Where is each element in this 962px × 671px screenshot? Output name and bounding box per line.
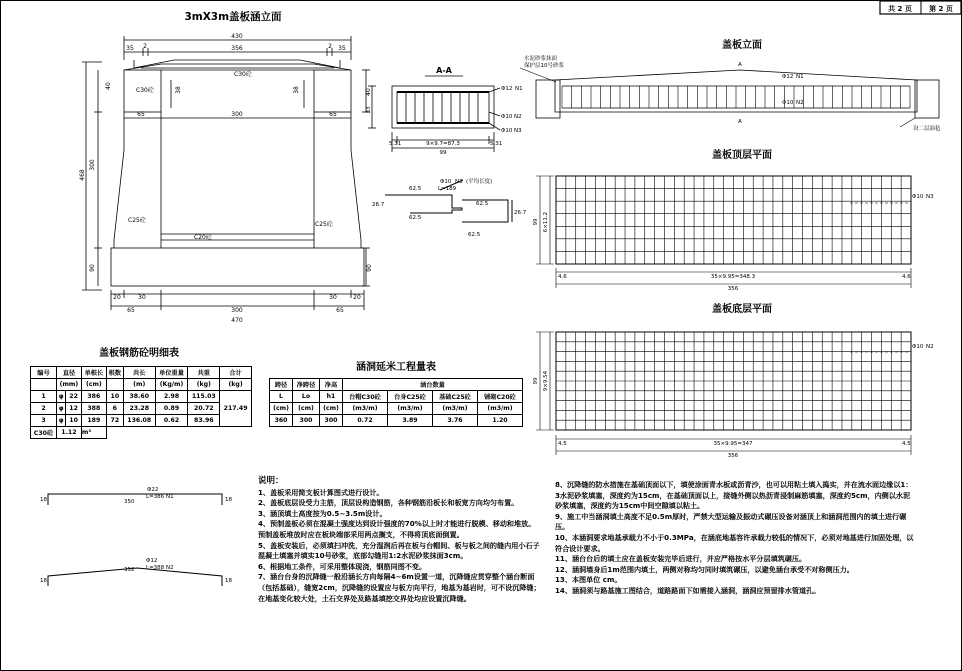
svg-text:L=386: L=386 (146, 494, 165, 500)
svg-text:保护层10号砂浆: 保护层10号砂浆 (524, 63, 564, 69)
note-item: 5、盖板安装后，必须填扫冲洗，充分湿润后再在板与台帽间、板与板之间的缝内用小石子混凝土填塞并填实10号砂浆，底部勾缝用1:2水泥砂浆抹面3cm。 (258, 540, 540, 561)
note-item: 11、涵台台后的填土应在盖板安装完毕后进行，并应严格按水平分层填筑碾压。 (555, 554, 807, 564)
svg-text:65: 65 (127, 307, 135, 314)
page-current: 第 2 页 (929, 5, 953, 13)
svg-text:9×9.7=87.3: 9×9.7=87.3 (426, 141, 460, 147)
svg-text:4.5: 4.5 (902, 441, 911, 447)
svg-text:99: 99 (439, 150, 447, 156)
svg-text:水泥砂浆抹面: 水泥砂浆抹面 (524, 56, 558, 62)
svg-text:N3: N3 (455, 179, 463, 185)
svg-text:N2: N2 (796, 100, 804, 106)
bottom-plan-grid (556, 332, 911, 430)
table-row: 2 φ 12 388 6 23.28 0.89 20.72 (31, 403, 252, 415)
svg-text:Φ12: Φ12 (782, 74, 794, 80)
svg-text:N1: N1 (515, 86, 523, 92)
svg-text:350: 350 (124, 499, 135, 505)
notes-left (258, 476, 542, 604)
svg-text:N3: N3 (926, 194, 934, 200)
svg-text:Φ22: Φ22 (147, 487, 159, 493)
note-item: 3、涵顶填土高度按为0.5~3.5m设计。 (258, 508, 387, 518)
svg-text:62.5: 62.5 (409, 186, 422, 192)
svg-text:40: 40 (365, 88, 372, 96)
svg-text:300: 300 (89, 159, 96, 171)
note-item: 8、沉降缝的防水措施在基础顶面以下，填使涂面青水板或沥青沙，也可以用粘土填入捣实，并在流水面边缘以1：3水泥砂浆填塞，深度约为15cm，在基础顶面以上，接缝外侧以热沥青浸制麻筋填塞，深度约5cm，内侧以水泥砂浆填塞，深度约为15cm中间空隙填以粘土。 (555, 480, 913, 511)
elevation-title: 3mX3m盖板涵立面 (184, 11, 282, 23)
svg-text:62.5: 62.5 (476, 201, 489, 207)
svg-text:N3: N3 (514, 128, 522, 134)
svg-text:30: 30 (329, 294, 337, 301)
svg-text:N1: N1 (166, 494, 174, 500)
svg-text:62.5: 62.5 (468, 232, 481, 238)
svg-text:(平均长度): (平均长度) (466, 179, 493, 185)
bar-n2-texts (40, 558, 232, 584)
svg-text:Φ10: Φ10 (912, 194, 924, 200)
svg-text:18: 18 (40, 497, 47, 503)
note-item: 1、盖板采用简支板计算图式进行设计。 (258, 487, 384, 497)
svg-text:5.31: 5.31 (389, 141, 402, 147)
svg-text:C20砼: C20砼 (194, 234, 212, 241)
svg-text:40: 40 (105, 82, 112, 90)
note-item: 6、根据地工条件，可采用整体现浇，钢筋同图不变。 (258, 561, 427, 571)
svg-text:设二层油毡: 设二层油毡 (913, 126, 941, 132)
svg-text:N2: N2 (514, 114, 522, 120)
svg-text:9×9.54: 9×9.54 (543, 370, 549, 392)
bar-n1-texts (40, 487, 232, 505)
table-row: C30砼 1.12 m³ (31, 427, 252, 439)
svg-text:18: 18 (225, 578, 232, 584)
svg-text:90: 90 (89, 264, 96, 272)
table-row: 1 φ 22 386 10 38.60 2.98 115.03 217.49 (31, 391, 252, 403)
svg-text:Φ10: Φ10 (501, 114, 513, 120)
svg-text:99: 99 (533, 218, 539, 226)
svg-text:C25砼: C25砼 (128, 217, 146, 224)
svg-text:65: 65 (336, 307, 344, 314)
svg-text:99: 99 (533, 377, 539, 385)
svg-text:356: 356 (727, 453, 739, 459)
svg-text:90: 90 (366, 264, 373, 272)
note-item: 4、预制盖板必须在混凝土强度达到设计强度的70%以上时才能进行脱模、移动和堆放。预制盖板堆放时应在板块端部采用两点搁支，不得将顶底面倒置。 (258, 519, 536, 539)
svg-text:62.5: 62.5 (409, 215, 422, 221)
note-item: 7、涵台台身的沉降缝一般沿涵长方向每隔4~6m设置一道，沉降缝应贯穿整个涵台断面（包括基础），缝宽2cm，沉降缝的设置应与板方向平行，地基为基岩时，可不设沉降缝；在地基变化较大处，土石交界处及路基填挖交界处均应设置沉降缝。 (258, 572, 541, 603)
top-plan-grid (556, 176, 911, 264)
bar-n2 (48, 568, 222, 586)
table-row: 360 300 300 0.72 3.89 3.76 1.20 (270, 415, 523, 427)
svg-text:38: 38 (293, 86, 300, 94)
svg-text:356: 356 (231, 45, 243, 52)
svg-text:20: 20 (353, 294, 361, 301)
svg-text:A: A (738, 119, 742, 125)
svg-text:N1: N1 (796, 74, 804, 80)
note-item: 14、涵洞须与路基施工图结合，道路路面下如需接入涵洞，涵洞应预留排水管道孔。 (555, 585, 821, 595)
notes-right (555, 480, 915, 597)
svg-text:30: 30 (138, 294, 146, 301)
svg-text:65: 65 (137, 111, 145, 118)
svg-text:Φ10: Φ10 (782, 100, 794, 106)
svg-text:Φ12: Φ12 (501, 86, 513, 92)
svg-text:18: 18 (225, 497, 232, 503)
svg-text:26.7: 26.7 (514, 210, 527, 216)
quantity-table: 跨径 净跨径 净高 涵台数量 L Lo h1 台帽C30砼 台身C25砼 基础C25砼 铺砌C20砼 (cm) (cm) (cm) (m3/m) (m3/m) (m3/m) (m3/m) 360 300 300 0.72 3.89 3.76 1.20 (269, 378, 523, 427)
svg-text:N2: N2 (926, 344, 934, 350)
svg-text:300: 300 (231, 307, 243, 314)
svg-text:38: 38 (175, 86, 182, 94)
bent-bar-texts (372, 177, 527, 238)
svg-text:L=189: L=189 (438, 186, 457, 192)
plate-elevation (536, 70, 939, 118)
section-title: A-A (436, 66, 452, 75)
svg-text:6×11.2: 6×11.2 (543, 211, 549, 233)
svg-text:A: A (738, 62, 742, 68)
svg-text:468: 468 (79, 169, 86, 181)
note-item: 13、本图单位 cm。 (555, 575, 622, 585)
bottom-plan-title: 盖板底层平面 (712, 304, 772, 315)
section-texts (366, 66, 523, 156)
bar-n1 (48, 494, 222, 505)
svg-text:Φ10: Φ10 (912, 344, 924, 350)
svg-text:Φ10: Φ10 (440, 179, 452, 185)
table-row: 3 φ 10 189 72 136.08 0.62 83.96 (31, 415, 252, 427)
svg-text:20: 20 (113, 294, 121, 301)
svg-text:5.31: 5.31 (490, 141, 503, 147)
svg-text:352: 352 (124, 567, 135, 573)
top-plan-title: 盖板顶层平面 (712, 150, 772, 161)
svg-text:C25砼: C25砼 (315, 221, 333, 228)
rebar-table-title: 盖板钢筋砼明细表 (99, 348, 179, 359)
quantity-table-title: 涵洞延米工程量表 (356, 362, 436, 373)
svg-text:300: 300 (231, 111, 243, 118)
svg-text:4.5: 4.5 (558, 441, 567, 447)
svg-text:N2: N2 (166, 565, 174, 571)
note-item: 2、盖板底层设受力主筋，顶层设构造钢筋，各种钢筋沿板长和板宽方向均匀布置。 (258, 498, 519, 508)
svg-text:4.6: 4.6 (558, 274, 567, 280)
th-no: 编号 (31, 367, 57, 379)
plate-elev-ticks (562, 86, 910, 108)
svg-text:C30砼: C30砼 (136, 87, 154, 94)
svg-text:L=388: L=388 (146, 565, 165, 571)
svg-text:35×9.95=348.3: 35×9.95=348.3 (710, 274, 756, 280)
rebar-table: 编号 直径 单根长 根数 共长 单位重量 共重 合计 (mm) (cm) (m) (Kg/m) (kg) (kg) 1 φ 22 386 10 38.60 2.98 115.03 217.49 2 φ 12 388 6 23.28 0.89 20.72 3 φ 10 189 72 136.08 0.62 83.96 C30砼 1.12 m³ (30, 366, 252, 439)
svg-text:C30砼: C30砼 (234, 71, 252, 78)
note-item: 12、涵洞墙身后1m范围内填土，两侧对称均匀同时填筑碾压，以避免涵台承受不对称侧压力。 (555, 564, 854, 574)
svg-text:18: 18 (40, 578, 47, 584)
svg-text:4.6: 4.6 (902, 274, 911, 280)
svg-text:33: 33 (366, 106, 372, 114)
culvert-elevation (82, 36, 370, 310)
plate-elevation-title: 盖板立面 (722, 40, 762, 51)
svg-text:35×9.95=347: 35×9.95=347 (713, 441, 753, 447)
svg-text:26.7: 26.7 (372, 202, 385, 208)
svg-text:35: 35 (126, 45, 134, 52)
notes-title: 说明： (258, 476, 284, 486)
svg-text:470: 470 (231, 317, 243, 324)
note-item: 9、施工中当涵洞填土高度不足0.5m厚时，严禁大型运输及振动式碾压设备对涵顶上和涵洞范围内的填土进行碾压。 (555, 511, 907, 532)
svg-text:Φ12: Φ12 (146, 558, 158, 564)
elevation-texts (79, 10, 373, 324)
svg-text:356: 356 (727, 286, 739, 292)
svg-text:Φ10: Φ10 (501, 128, 513, 134)
svg-text:65: 65 (329, 111, 337, 118)
plate-elev-texts (524, 38, 941, 132)
dim-total-top: 430 (231, 33, 243, 40)
svg-text:2: 2 (143, 43, 147, 50)
svg-text:35: 35 (338, 45, 346, 52)
note-item: 10、本涵洞要求地基承载力不小于0.3MPa，在涵底地基容许承载力较低的情况下，必须对地基进行加固处理，以符合设计要求。 (555, 532, 914, 553)
page-total: 共 2 页 (888, 5, 912, 13)
svg-text:2: 2 (328, 43, 332, 50)
